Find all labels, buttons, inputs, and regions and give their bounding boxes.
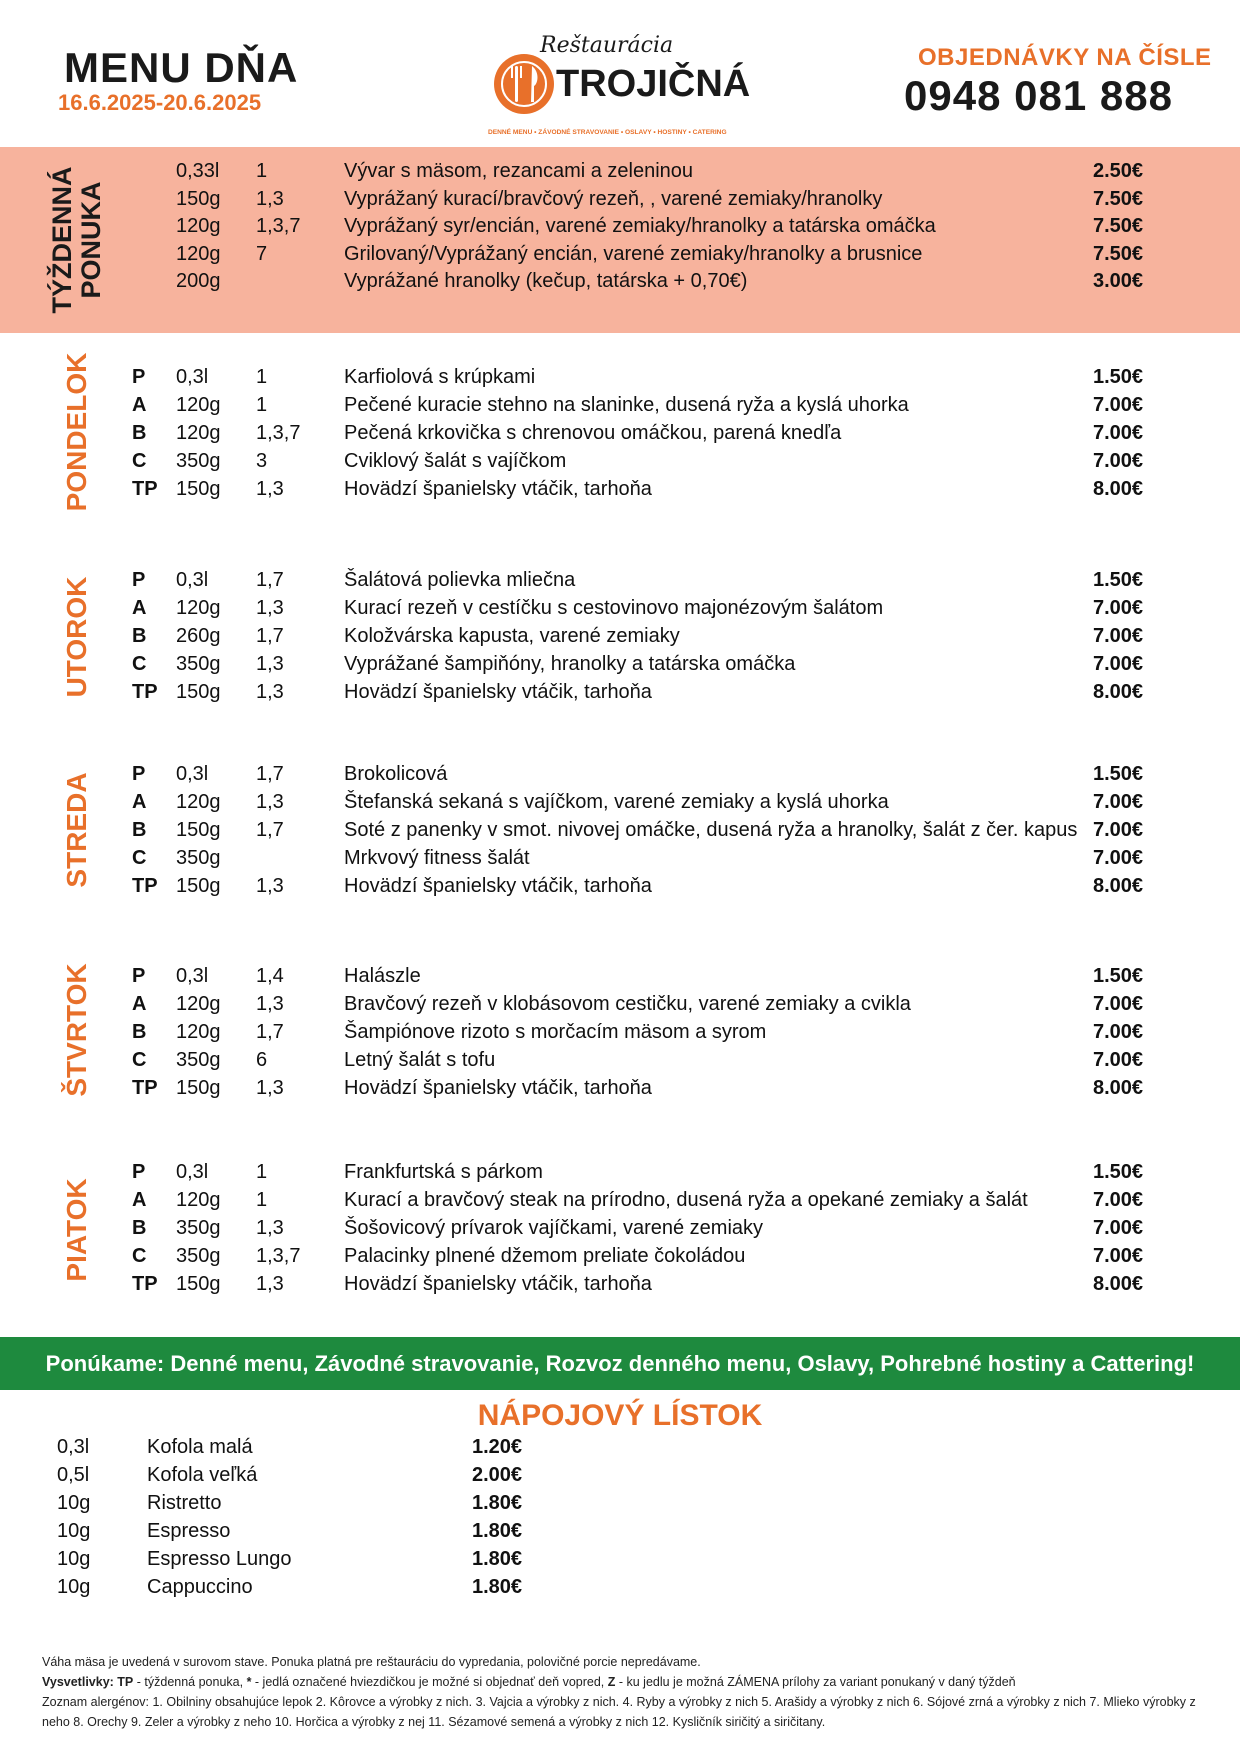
item-quantity: 0,3l [176, 366, 209, 388]
item-price: 7.00€ [1093, 625, 1144, 647]
item-quantity: 120g [176, 243, 221, 265]
item-name: Vyprážaný kurací/bravčový rezeň, , varené zemiaky/hranolky [344, 188, 883, 210]
drink-quantity: 10g [57, 1576, 91, 1598]
drink-price: 1.80€ [472, 1492, 523, 1514]
logo-name: TROJIČNÁ [556, 63, 751, 105]
item-allergens: 1,3,7 [256, 422, 301, 444]
item-price: 7.00€ [1093, 450, 1144, 472]
menu-item [0, 1242, 1240, 1270]
day-label-utorok: UTOROK [61, 576, 92, 698]
item-quantity: 150g [176, 1273, 221, 1295]
day-label-streda: STREDA [61, 772, 92, 888]
menu-item [0, 650, 1240, 678]
item-code: C [132, 1245, 147, 1267]
item-code: TP [132, 875, 158, 897]
item-quantity: 0,3l [176, 569, 209, 591]
item-name: Hovädzí španielsky vtáčik, tarhoňa [344, 1273, 652, 1295]
item-allergens: 1,3 [256, 1077, 284, 1099]
menu-item [0, 447, 1240, 475]
item-quantity: 350g [176, 1217, 221, 1239]
item-allergens: 1,7 [256, 819, 284, 841]
item-allergens: 1,7 [256, 569, 284, 591]
item-price: 7.00€ [1093, 993, 1144, 1015]
order-label: OBJEDNÁVKY NA ČÍSLE [918, 44, 1212, 71]
item-allergens: 1,3 [256, 1217, 284, 1239]
item-allergens: 1,7 [256, 763, 284, 785]
menu-item [0, 1018, 1240, 1046]
item-price: 7.00€ [1093, 1021, 1144, 1043]
item-quantity: 0,3l [176, 763, 209, 785]
item-name: Mrkvový fitness šalát [344, 847, 530, 869]
item-name: Pečená krkovička s chrenovou omáčkou, parená knedľa [344, 422, 842, 444]
item-allergens: 1,3 [256, 875, 284, 897]
item-code: P [132, 965, 146, 987]
weekly-item [0, 240, 1240, 268]
legend-star-text: - jedlá označené hviezdičkou je možné si objednať deň vopred, [251, 1675, 608, 1689]
drink-name: Kofola malá [147, 1436, 253, 1458]
menu-item [0, 990, 1240, 1018]
item-price: 1.50€ [1093, 763, 1144, 785]
item-price: 7.00€ [1093, 819, 1144, 841]
item-price: 7.00€ [1093, 653, 1144, 675]
item-code: A [132, 394, 147, 416]
item-price: 1.50€ [1093, 366, 1144, 388]
menu-dates: 16.6.2025-20.6.2025 [58, 90, 262, 115]
menu-item [0, 1270, 1240, 1298]
legend-label: Vysvetlivky: [42, 1675, 114, 1689]
item-allergens: 1,4 [256, 965, 284, 987]
item-allergens: 1,7 [256, 1021, 284, 1043]
item-quantity: 350g [176, 450, 221, 472]
drink-quantity: 0,3l [57, 1436, 90, 1458]
item-quantity: 260g [176, 625, 221, 647]
item-allergens: 1 [256, 1189, 268, 1211]
item-price: 7.00€ [1093, 597, 1144, 619]
drink-quantity: 10g [57, 1492, 91, 1514]
menu-item [0, 1186, 1240, 1214]
item-name: Palacinky plnené džemom preliate čokoládou [344, 1245, 746, 1267]
drink-item [0, 1433, 600, 1461]
legend-tp-code: TP [117, 1675, 134, 1689]
item-name: Kurací a bravčový steak na prírodno, dusená ryža a opekané zemiaky a šalát [344, 1189, 1028, 1211]
legend-z-text: - ku jedlu je možná ZÁMENA prílohy za variant ponukaný v daný týždeň [615, 1675, 1016, 1689]
item-allergens: 1,3 [256, 478, 284, 500]
item-name: Hovädzí španielsky vtáčik, tarhoňa [344, 681, 652, 703]
item-name: Letný šalát s tofu [344, 1049, 496, 1071]
weekly-item [0, 212, 1240, 240]
drink-item [0, 1489, 600, 1517]
item-allergens: 1,3 [256, 597, 284, 619]
item-price: 7.00€ [1093, 1189, 1144, 1211]
item-name: Halászle [344, 965, 421, 987]
services-banner: Ponúkame: Denné menu, Závodné stravovanie, Rozvoz denného menu, Oslavy, Pohrebné hostiny a Cattering! [0, 1337, 1240, 1390]
item-code: TP [132, 681, 158, 703]
item-price: 1.50€ [1093, 965, 1144, 987]
menu-item [0, 1074, 1240, 1102]
item-code: TP [132, 478, 158, 500]
item-allergens: 1,3,7 [256, 1245, 301, 1267]
menu-item [0, 1158, 1240, 1186]
item-name: Hovädzí španielsky vtáčik, tarhoňa [344, 478, 652, 500]
item-allergens: 1,7 [256, 625, 284, 647]
footer-weight-note: Váha mäsa je uvedená v surovom stave. Ponuka platná pre reštauráciu do vypredania, polovičné porcie nepredávame. [42, 1655, 701, 1669]
item-code: C [132, 1049, 147, 1071]
item-price: 2.50€ [1093, 160, 1144, 182]
drink-price: 1.80€ [472, 1548, 523, 1570]
drink-name: Kofola veľká [147, 1464, 258, 1486]
item-code: B [132, 1021, 147, 1043]
item-allergens: 1 [256, 160, 268, 182]
item-price: 7.50€ [1093, 215, 1144, 237]
item-name: Frankfurtská s párkom [344, 1161, 543, 1183]
item-code: C [132, 847, 147, 869]
item-code: P [132, 366, 146, 388]
item-quantity: 150g [176, 875, 221, 897]
item-price: 7.00€ [1093, 1049, 1144, 1071]
item-price: 8.00€ [1093, 1077, 1144, 1099]
menu-title: MENU DŇA [64, 44, 299, 91]
drink-name: Ristretto [147, 1492, 222, 1514]
menu-item [0, 844, 1240, 872]
item-code: B [132, 1217, 147, 1239]
item-code: B [132, 625, 147, 647]
day-label-štvrtok: ŠTVRTOK [61, 963, 92, 1097]
item-allergens: 7 [256, 243, 268, 265]
drink-price: 1.20€ [472, 1436, 523, 1458]
footer-legend [42, 1672, 1202, 1692]
item-code: B [132, 819, 147, 841]
drink-name: Espresso Lungo [147, 1548, 292, 1570]
item-name: Štefanská sekaná s vajíčkom, varené zemiaky a kyslá uhorka [344, 791, 889, 813]
menu-item [0, 391, 1240, 419]
item-quantity: 0,3l [176, 965, 209, 987]
item-quantity: 0,3l [176, 1161, 209, 1183]
item-name: Šalátová polievka mliečna [344, 569, 576, 591]
item-price: 7.50€ [1093, 243, 1144, 265]
footer-allergens: Zoznam alergénov: 1. Obilniny obsahujúce lepok 2. Kôrovce a výrobky z nich. 3. Vajcia a výrobky z nich. 4. Ryby a výrobky z nich 5. Arašidy a výrobky z nich 6. Sójové zrná a výrobky z nich 7. Mlieko výrobky z neho 8. Orechy 9. Zeler a výrobky z neho 10. Horčica a výrobky z nej 11. Sézamové semená a výrobky z nich 12. Kysličník siričitý a siričitany. [42, 1695, 1196, 1729]
item-allergens: 1,3 [256, 1273, 284, 1295]
menu-item [0, 419, 1240, 447]
item-quantity: 120g [176, 422, 221, 444]
item-code: P [132, 569, 146, 591]
drink-quantity: 10g [57, 1548, 91, 1570]
item-quantity: 150g [176, 478, 221, 500]
item-quantity: 200g [176, 270, 221, 292]
item-quantity: 120g [176, 993, 221, 1015]
drink-item [0, 1545, 600, 1573]
menu-item [0, 962, 1240, 990]
drinks-title: NÁPOJOVÝ LÍSTOK [477, 1399, 763, 1432]
day-label-pondelok: PONDELOK [61, 352, 92, 512]
drink-price: 2.00€ [472, 1464, 523, 1486]
drink-quantity: 10g [57, 1520, 91, 1542]
item-code: A [132, 791, 147, 813]
item-allergens: 3 [256, 450, 268, 472]
item-code: A [132, 597, 147, 619]
item-price: 7.00€ [1093, 847, 1144, 869]
item-price: 1.50€ [1093, 569, 1144, 591]
item-allergens: 1 [256, 394, 268, 416]
item-name: Kurací rezeň v cestíčku s cestovinovo majonézovým šalátom [344, 597, 884, 619]
item-price: 7.00€ [1093, 1245, 1144, 1267]
legend-star-code: * [246, 1675, 252, 1689]
drink-name: Espresso [147, 1520, 231, 1542]
item-name: Grilovaný/Vyprážaný encián, varené zemiaky/hranolky a brusnice [344, 243, 923, 265]
item-code: P [132, 1161, 146, 1183]
item-price: 7.00€ [1093, 791, 1144, 813]
item-quantity: 150g [176, 681, 221, 703]
item-price: 8.00€ [1093, 875, 1144, 897]
item-price: 8.00€ [1093, 1273, 1144, 1295]
weekly-item [0, 157, 1240, 185]
item-price: 7.00€ [1093, 394, 1144, 416]
weekly-item [0, 267, 1240, 295]
item-allergens: 6 [256, 1049, 268, 1071]
item-quantity: 150g [176, 1077, 221, 1099]
item-quantity: 350g [176, 653, 221, 675]
item-code: B [132, 422, 147, 444]
menu-item [0, 622, 1240, 650]
item-allergens: 1,3 [256, 993, 284, 1015]
item-quantity: 350g [176, 1049, 221, 1071]
item-name: Šampiónove rizoto s morčacím mäsom a syrom [344, 1021, 767, 1043]
drink-price: 1.80€ [472, 1576, 523, 1598]
item-name: Pečené kuracie stehno na slaninke, dusená ryža a kyslá uhorka [344, 394, 909, 416]
item-quantity: 120g [176, 215, 221, 237]
drink-name: Cappuccino [147, 1576, 253, 1598]
weekly-item [0, 185, 1240, 213]
item-name: Brokolicová [344, 763, 448, 785]
item-allergens: 1,3 [256, 681, 284, 703]
item-allergens: 1,3 [256, 188, 284, 210]
item-name: Šošovicový prívarok vajíčkami, varené zemiaky [344, 1217, 764, 1239]
item-price: 1.50€ [1093, 1161, 1144, 1183]
menu-item [0, 1046, 1240, 1074]
menu-item [0, 363, 1240, 391]
item-quantity: 350g [176, 1245, 221, 1267]
item-price: 8.00€ [1093, 478, 1144, 500]
restaurant-logo [488, 28, 758, 138]
drink-item [0, 1461, 600, 1489]
drink-item [0, 1573, 600, 1601]
menu-item [0, 816, 1240, 844]
item-name: Vyprážané šampiňóny, hranolky a tatárska omáčka [344, 653, 796, 675]
item-quantity: 120g [176, 394, 221, 416]
item-quantity: 150g [176, 188, 221, 210]
item-allergens: 1,3 [256, 791, 284, 813]
item-quantity: 120g [176, 791, 221, 813]
weekly-label-line1: TÝŽDENNÁ [47, 166, 77, 314]
drink-price: 1.80€ [472, 1520, 523, 1542]
item-name: Hovädzí španielsky vtáčik, tarhoňa [344, 1077, 652, 1099]
menu-item [0, 788, 1240, 816]
day-label-piatok: PIATOK [61, 1178, 92, 1282]
footer-notes [42, 1652, 1202, 1732]
menu-item [0, 566, 1240, 594]
item-name: Soté z panenky v smot. nivovej omáčke, dusená ryža a hranolky, šalát z čer. kapus [344, 819, 1078, 841]
item-name: Hovädzí španielsky vtáčik, tarhoňa [344, 875, 652, 897]
item-allergens: 1,3 [256, 653, 284, 675]
item-code: A [132, 993, 147, 1015]
menu-item [0, 1214, 1240, 1242]
item-code: C [132, 653, 147, 675]
logo-script-text: Reštaurácia [540, 33, 674, 58]
legend-tp-text: - týždenná ponuka, [133, 1675, 247, 1689]
item-code: TP [132, 1273, 158, 1295]
item-price: 8.00€ [1093, 681, 1144, 703]
legend-z-code: Z [607, 1675, 616, 1689]
item-allergens: 1 [256, 1161, 268, 1183]
item-allergens: 1,3,7 [256, 215, 301, 237]
item-name: Koložvárska kapusta, varené zemiaky [344, 625, 680, 647]
menu-item [0, 678, 1240, 706]
weekly-label-line2: PONUKA [76, 181, 106, 299]
item-price: 7.00€ [1093, 422, 1144, 444]
item-name: Bravčový rezeň v klobásovom cestičku, varené zemiaky a cvikla [344, 993, 911, 1015]
item-name: Vývar s mäsom, rezancami a zeleninou [344, 160, 694, 182]
drink-item [0, 1517, 600, 1545]
logo-tagline: DENNÉ MENU • ZÁVODNÉ STRAVOVANIE • OSLAVY • HOSTINY • CATERING [488, 129, 727, 136]
item-price: 7.50€ [1093, 188, 1144, 210]
item-quantity: 120g [176, 1189, 221, 1211]
order-phone: 0948 081 888 [904, 72, 1173, 119]
menu-item [0, 872, 1240, 900]
item-name: Karfiolová s krúpkami [344, 366, 536, 388]
item-allergens: 1 [256, 366, 268, 388]
item-code: A [132, 1189, 147, 1211]
item-code: C [132, 450, 147, 472]
menu-item [0, 475, 1240, 503]
fork-knife-plate-icon [488, 28, 758, 138]
item-quantity: 120g [176, 597, 221, 619]
item-name: Cviklový šalát s vajíčkom [344, 450, 567, 472]
item-quantity: 150g [176, 819, 221, 841]
item-code: P [132, 763, 146, 785]
item-quantity: 120g [176, 1021, 221, 1043]
drink-quantity: 0,5l [57, 1464, 90, 1486]
item-price: 7.00€ [1093, 1217, 1144, 1239]
item-name: Vyprážané hranolky (kečup, tatárska + 0,70€) [344, 270, 748, 292]
menu-item [0, 594, 1240, 622]
item-name: Vyprážaný syr/encián, varené zemiaky/hranolky a tatárska omáčka [344, 215, 936, 237]
item-quantity: 350g [176, 847, 221, 869]
item-price: 3.00€ [1093, 270, 1144, 292]
menu-item [0, 760, 1240, 788]
item-code: TP [132, 1077, 158, 1099]
item-quantity: 0,33l [176, 160, 220, 182]
